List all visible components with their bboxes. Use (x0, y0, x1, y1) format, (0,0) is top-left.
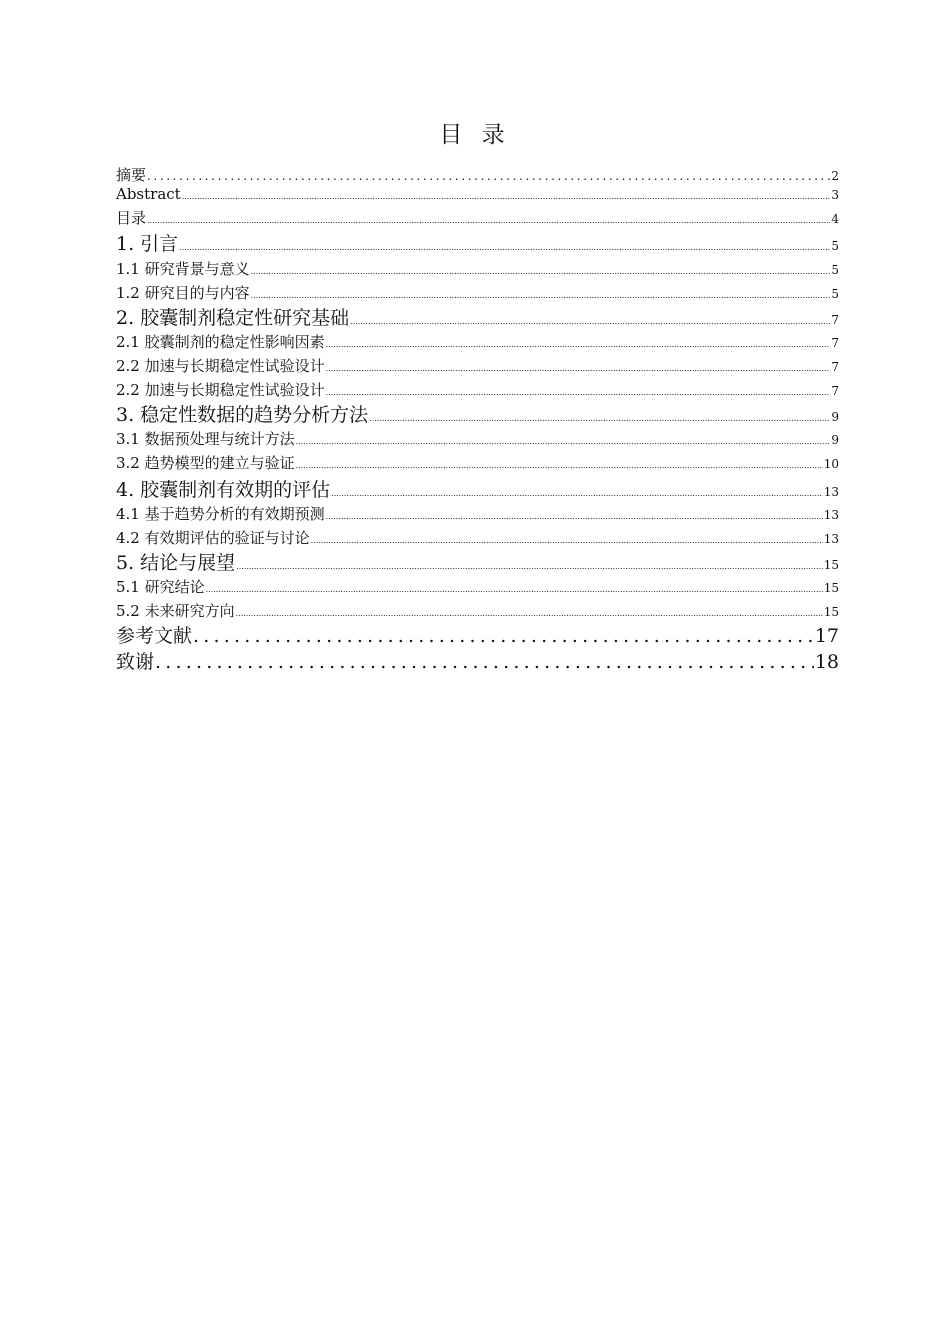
toc-entry-chapter[interactable]: 3. 稳定性数据的趋势分析方法 ..... 9 (116, 400, 839, 427)
toc-entry-chapter[interactable]: 4. 胶囊制剂有效期的评估 ..... 13 (116, 475, 839, 502)
toc-entry[interactable]: 1.1 研究背景与意义 ..... 5 (116, 258, 839, 279)
toc-entry[interactable]: 1.2 研究目的与内容 ..... 5 (116, 282, 839, 303)
toc-entry-references[interactable]: 参考文献 ..... 17 (116, 621, 839, 648)
toc-entry[interactable]: 5.2 未来研究方向 ..... 15 (116, 600, 839, 621)
toc-entry[interactable]: 3.1 数据预处理与统计方法 ..... 9 (116, 428, 839, 449)
toc-entry-chapter[interactable]: 1. 引言 ..... 5 (116, 229, 839, 256)
toc-entry[interactable]: Abstract ..... 3 (116, 185, 839, 203)
toc-entry-acknowledgements[interactable]: 致谢 ..... 18 (116, 647, 839, 674)
toc-entry[interactable]: 2.2 加速与长期稳定性试验设计 ..... 7 (116, 355, 839, 376)
toc-entry[interactable]: 目录 ..... 4 (116, 207, 839, 228)
toc-entry[interactable]: 2.2 加速与长期稳定性试验设计 ..... 7 (116, 379, 839, 400)
toc-entry[interactable]: 摘要 ..... 2 (116, 164, 839, 185)
toc-entry[interactable]: 5.1 研究结论 ..... 15 (116, 576, 839, 597)
toc-entry[interactable]: 4.2 有效期评估的验证与讨论 ..... 13 (116, 527, 839, 548)
toc-entry-chapter[interactable]: 5. 结论与展望 ..... 15 (116, 548, 839, 575)
toc-title: 目 录 (439, 122, 511, 148)
toc-entry[interactable]: 4.1 基于趋势分析的有效期预测 ..... 13 (116, 503, 839, 524)
toc-entry[interactable]: 3.2 趋势模型的建立与验证 ..... 10 (116, 452, 839, 473)
toc-entry[interactable]: 2.1 胶囊制剂的稳定性影响因素 ..... 7 (116, 331, 839, 352)
toc-entry-chapter[interactable]: 2. 胶囊制剂稳定性研究基础 ..... 7 (116, 303, 839, 330)
